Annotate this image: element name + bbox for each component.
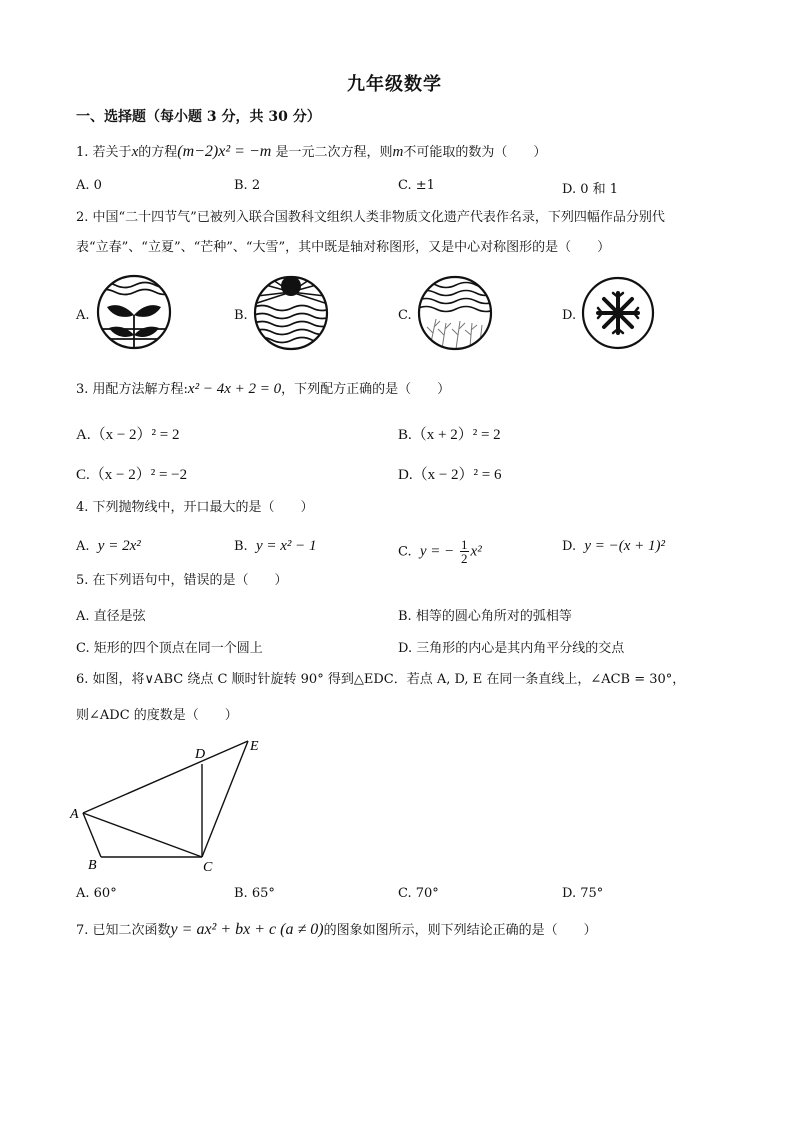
- point-e-label: E: [250, 739, 259, 754]
- question-5-stem: 5. 在下列语句中，错误的是（ ）: [76, 573, 288, 588]
- question-1-option-d[interactable]: D. 0 和 1: [562, 182, 619, 197]
- question-4-option-d[interactable]: D. y = −(x + 1)²: [562, 538, 666, 554]
- segment-ac: [83, 813, 202, 857]
- lixia-emblem[interactable]: [252, 272, 330, 352]
- question-2-label-b[interactable]: B.: [234, 308, 248, 323]
- question-1-option-b[interactable]: B. 2: [234, 178, 261, 193]
- question-2-label-c[interactable]: C.: [398, 308, 412, 323]
- question-2-label-d[interactable]: D.: [562, 308, 577, 323]
- question-1-stem: 1. 若关于x的方程(m−2)x² = −m 是一元二次方程，则m不可能取的数为（ ）: [76, 143, 547, 160]
- question-3-equation: x² − 4x + 2 = 0: [187, 381, 282, 397]
- daxue-emblem[interactable]: [580, 275, 656, 351]
- question-6-stem-line2: 则∠ADC 的度数是（ ）: [76, 708, 238, 723]
- question-1-equation: (m−2)x² = −m: [177, 143, 272, 160]
- question-4-option-a[interactable]: A. y = 2x²: [76, 538, 141, 554]
- question-6-option-c[interactable]: C. 70°: [398, 886, 439, 901]
- question-3-option-b[interactable]: B.（x + 2）² = 2: [398, 427, 501, 443]
- question-6-option-b[interactable]: B. 65°: [234, 886, 275, 901]
- page-title: 九年级数学: [347, 74, 442, 95]
- question-2-stem-line2: 表“立春”、“立夏”、“芒种”、“大雪”，其中既是轴对称图形，又是中心对称图形的是（ ）: [76, 240, 611, 255]
- question-4-option-c[interactable]: C. y = − $\frac{1}{2}$ x²: [398, 537, 482, 566]
- question-7-equation: y = ax² + bx + c (a ≠ 0): [170, 921, 324, 938]
- question-3-option-a[interactable]: A.（x − 2）² = 2: [76, 427, 180, 443]
- question-5-option-c[interactable]: C. 矩形的四个顶点在同一个圆上: [76, 641, 263, 656]
- lichun-emblem[interactable]: [95, 273, 173, 351]
- mangzhong-emblem[interactable]: [416, 273, 494, 353]
- question-6-stem-line1: 6. 如图，将∨ABC 绕点 C 顺时针旋转 90° 得到△EDC．若点 A, D, E 在同一条直线上，∠ACB = 30°，: [76, 672, 686, 687]
- question-4-fraction: $\frac{1}{2}$: [461, 537, 468, 566]
- question-5-option-d[interactable]: D. 三角形的内心是其内角平分线的交点: [398, 641, 625, 656]
- question-3-option-c[interactable]: C.（x − 2）² = −2: [76, 467, 188, 483]
- point-b-label: B: [88, 858, 97, 873]
- question-1-option-c[interactable]: C. ±1: [398, 178, 435, 193]
- question-6-option-d[interactable]: D. 75°: [562, 886, 604, 901]
- section-heading: 一、选择题（每小题 3 分，共 30 分）: [76, 109, 321, 125]
- point-a-label: A: [70, 807, 79, 822]
- rotation-figure: [66, 735, 266, 875]
- question-4-option-b[interactable]: B. y = x² − 1: [234, 538, 317, 554]
- question-2-stem-line1: 2. 中国“二十四节气”已被列入联合国教科文组织人类非物质文化遗产代表作名录，下列四幅作品分别代: [76, 210, 665, 225]
- question-1-option-a[interactable]: A. 0: [76, 178, 102, 193]
- segment-ab: [83, 813, 101, 857]
- question-4-stem: 4. 下列抛物线中，开口最大的是（ ）: [76, 500, 314, 515]
- question-5-option-b[interactable]: B. 相等的圆心角所对的弧相等: [398, 609, 572, 624]
- question-7-stem: 7. 已知二次函数y = ax² + bx + c (a ≠ 0)的图象如图所示，则下列结论正确的是（ ）: [76, 921, 597, 938]
- question-3-stem: 3. 用配方法解方程:x² − 4x + 2 = 0，下列配方正确的是（ ）: [76, 381, 451, 397]
- point-d-label: D: [195, 747, 206, 762]
- point-c-label: C: [203, 860, 213, 875]
- question-5-option-a[interactable]: A. 直径是弦: [76, 609, 146, 624]
- question-3-option-d[interactable]: D.（x − 2）² = 6: [398, 467, 502, 483]
- question-6-option-a[interactable]: A. 60°: [76, 886, 117, 901]
- question-2-label-a[interactable]: A.: [76, 308, 90, 323]
